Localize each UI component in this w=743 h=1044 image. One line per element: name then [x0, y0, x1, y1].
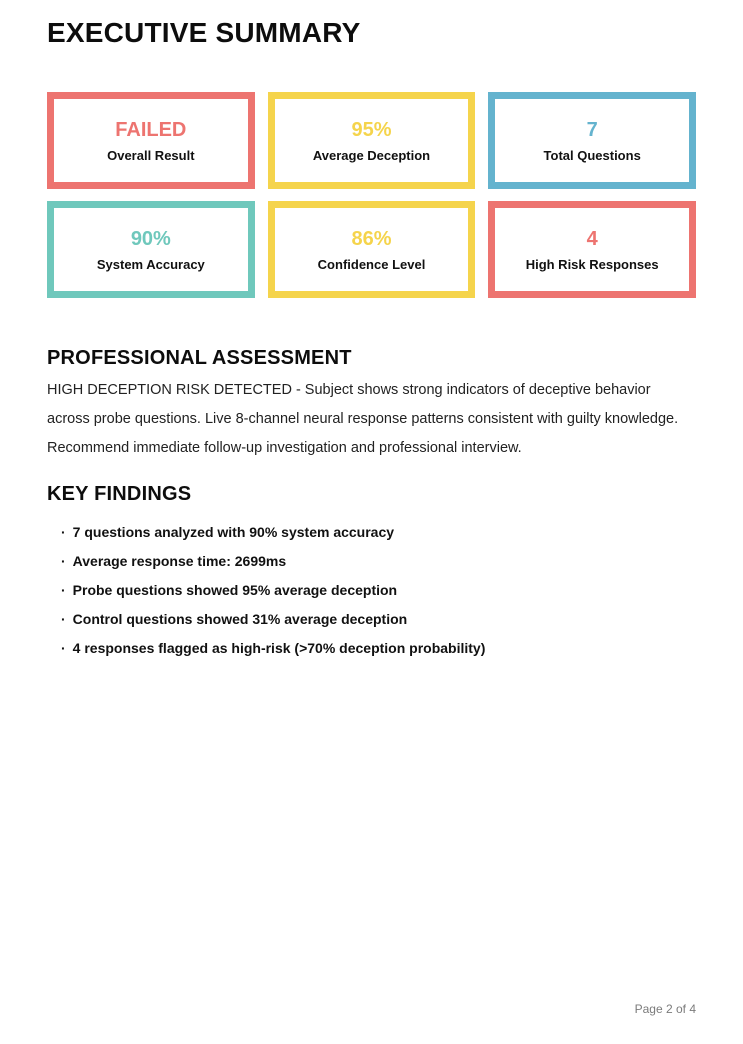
- stat-value: 4: [586, 227, 598, 250]
- finding-text: Probe questions showed 95% average deception: [72, 582, 398, 598]
- stat-card-system-accuracy: [47, 201, 255, 298]
- finding-item: [61, 576, 696, 605]
- bullet-marker: ·: [61, 524, 66, 540]
- page-title: EXECUTIVE SUMMARY: [47, 17, 361, 48]
- stat-value: 90%: [130, 227, 171, 250]
- stat-label: High Risk Responses: [525, 256, 659, 272]
- finding-text: Control questions showed 31% average deception: [72, 611, 408, 627]
- bullet-marker: ·: [61, 582, 66, 598]
- stat-label: Average Deception: [312, 147, 431, 163]
- finding-text: 7 questions analyzed with 90% system accuracy: [72, 524, 395, 540]
- assessment-body-text: HIGH DECEPTION RISK DETECTED - Subject shows strong indicators of deceptive behavior across probe questions. Live 8-channel neural response patterns consistent with guilty knowledge. Recommend immediate follow-up investigation and professional interview.: [47, 382, 679, 456]
- finding-item: [61, 605, 696, 634]
- stat-card-high-risk-responses: [488, 201, 696, 298]
- stat-label: System Accuracy: [96, 256, 205, 272]
- finding-text: 4 responses flagged as high-risk (>70% deception probability): [72, 640, 486, 656]
- stat-card-average-deception: [268, 92, 476, 189]
- finding-item: [61, 634, 696, 663]
- bullet-marker: ·: [61, 611, 66, 627]
- page-number: Page 2 of 4: [634, 1002, 696, 1016]
- stat-value: FAILED: [115, 118, 187, 141]
- finding-text: Average response time: 2699ms: [72, 553, 287, 569]
- stat-card-overall-result: [47, 92, 255, 189]
- stat-card-total-questions: [488, 92, 696, 189]
- stat-value: 95%: [351, 118, 392, 141]
- finding-item: [61, 518, 696, 547]
- bullet-marker: ·: [61, 553, 66, 569]
- key-findings-list: [47, 518, 696, 663]
- stat-label: Confidence Level: [317, 256, 426, 272]
- bullet-marker: ·: [61, 640, 66, 656]
- stat-card-confidence-level: [268, 201, 476, 298]
- stat-value: 7: [586, 118, 598, 141]
- stat-label: Total Questions: [543, 147, 641, 163]
- stat-label: Overall Result: [107, 147, 195, 163]
- stat-value: 86%: [351, 227, 392, 250]
- assessment-section-heading: PROFESSIONAL ASSESSMENT: [47, 347, 352, 369]
- findings-section-heading: KEY FINDINGS: [47, 483, 192, 505]
- finding-item: [61, 547, 696, 576]
- summary-stat-cards: [47, 92, 696, 298]
